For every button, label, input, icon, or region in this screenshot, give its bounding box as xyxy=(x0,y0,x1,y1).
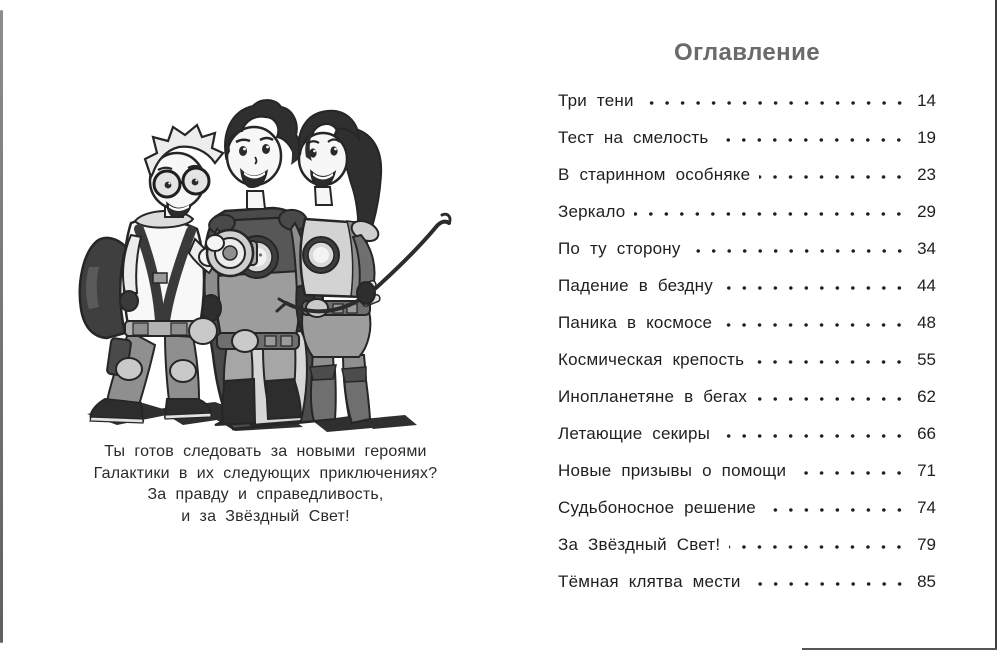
toc-entry-page: 34 xyxy=(917,238,936,258)
toc-entry xyxy=(558,526,936,563)
toc-dot-leader xyxy=(643,100,907,106)
toc-dot-leader xyxy=(690,248,907,254)
toc-entry-page: 79 xyxy=(917,534,936,554)
toc-entry-label: Тест на смелость xyxy=(558,127,709,147)
toc-entry xyxy=(558,563,936,600)
toc-entry-label: Инопланетяне в бегах xyxy=(558,386,748,406)
toc-dot-leader xyxy=(721,322,907,328)
toc-entry-label: Три тени xyxy=(558,90,634,110)
toc-entry-page: 14 xyxy=(917,90,936,110)
toc-dot-leader xyxy=(634,211,907,217)
toc-entry xyxy=(558,452,936,489)
toc-entry-label: Космическая крепость xyxy=(558,349,745,369)
toc-entry-page: 71 xyxy=(917,460,936,480)
toc-entry-label: Падение в бездну xyxy=(558,275,713,295)
toc-entry-label: За Звёздный Свет! xyxy=(558,534,721,554)
table-of-contents xyxy=(558,38,936,600)
toc-entry-label: Зеркало xyxy=(558,201,626,221)
toc-entry-label: В старинном особняке xyxy=(558,164,751,184)
toc-entry-label: Летающие секиры xyxy=(558,423,711,443)
toc-dot-leader xyxy=(765,507,907,513)
toc-entry xyxy=(558,119,936,156)
toc-entry-page: 74 xyxy=(917,497,936,517)
caption-line: Галактики в их следующих приключениях? xyxy=(93,464,438,482)
toc-dot-leader xyxy=(717,137,907,143)
toc-entry-page: 23 xyxy=(917,164,936,184)
toc-entry-label: Тёмная клятва мести xyxy=(558,571,741,591)
toc-entry-label: Паника в космосе xyxy=(558,312,713,332)
toc-dot-leader xyxy=(719,433,907,439)
heroes-illustration xyxy=(65,5,460,435)
toc-entry-page: 48 xyxy=(917,312,936,332)
toc-entry xyxy=(558,341,936,378)
toc-entry xyxy=(558,378,936,415)
toc-entry-page: 55 xyxy=(917,349,936,369)
toc-entry xyxy=(558,415,936,452)
toc-entry xyxy=(558,82,936,119)
toc-entry-page: 62 xyxy=(917,386,936,406)
toc-dot-leader xyxy=(729,544,907,550)
toc-dot-leader xyxy=(750,581,907,587)
toc-entry-label: Судьбоносное решение xyxy=(558,497,756,517)
caption-line: За правду и справедливость, xyxy=(147,486,384,503)
page-bottom-edge xyxy=(802,648,997,650)
toc-entry xyxy=(558,489,936,526)
toc-dot-leader xyxy=(756,396,907,402)
toc-dot-leader xyxy=(795,470,907,476)
toc-entry xyxy=(558,156,936,193)
caption-line: и за Звёздный Свет! xyxy=(181,507,350,525)
toc-entry-label: По ту сторону xyxy=(558,238,681,258)
toc-entry-page: 85 xyxy=(917,571,936,591)
book-spine-edge xyxy=(0,10,3,643)
toc-entry xyxy=(558,193,936,230)
toc-entry xyxy=(558,230,936,267)
toc-entry xyxy=(558,304,936,341)
toc-dot-leader xyxy=(722,285,907,291)
toc-title: Оглавление xyxy=(674,39,820,66)
toc-dot-leader xyxy=(753,359,907,365)
toc-entry xyxy=(558,267,936,304)
page-right-edge xyxy=(995,0,997,649)
toc-dot-leader xyxy=(759,174,907,180)
toc-entry-page: 19 xyxy=(917,127,936,147)
toc-entry-label: Новые призывы о помощи xyxy=(558,460,787,480)
caption-line: Ты готов следовать за новыми героями xyxy=(104,443,427,460)
toc-entry-page: 29 xyxy=(917,201,936,221)
toc-rows xyxy=(558,82,936,600)
toc-entry-page: 66 xyxy=(917,423,936,443)
illustration-caption xyxy=(78,441,453,527)
toc-entry-page: 44 xyxy=(917,275,936,295)
